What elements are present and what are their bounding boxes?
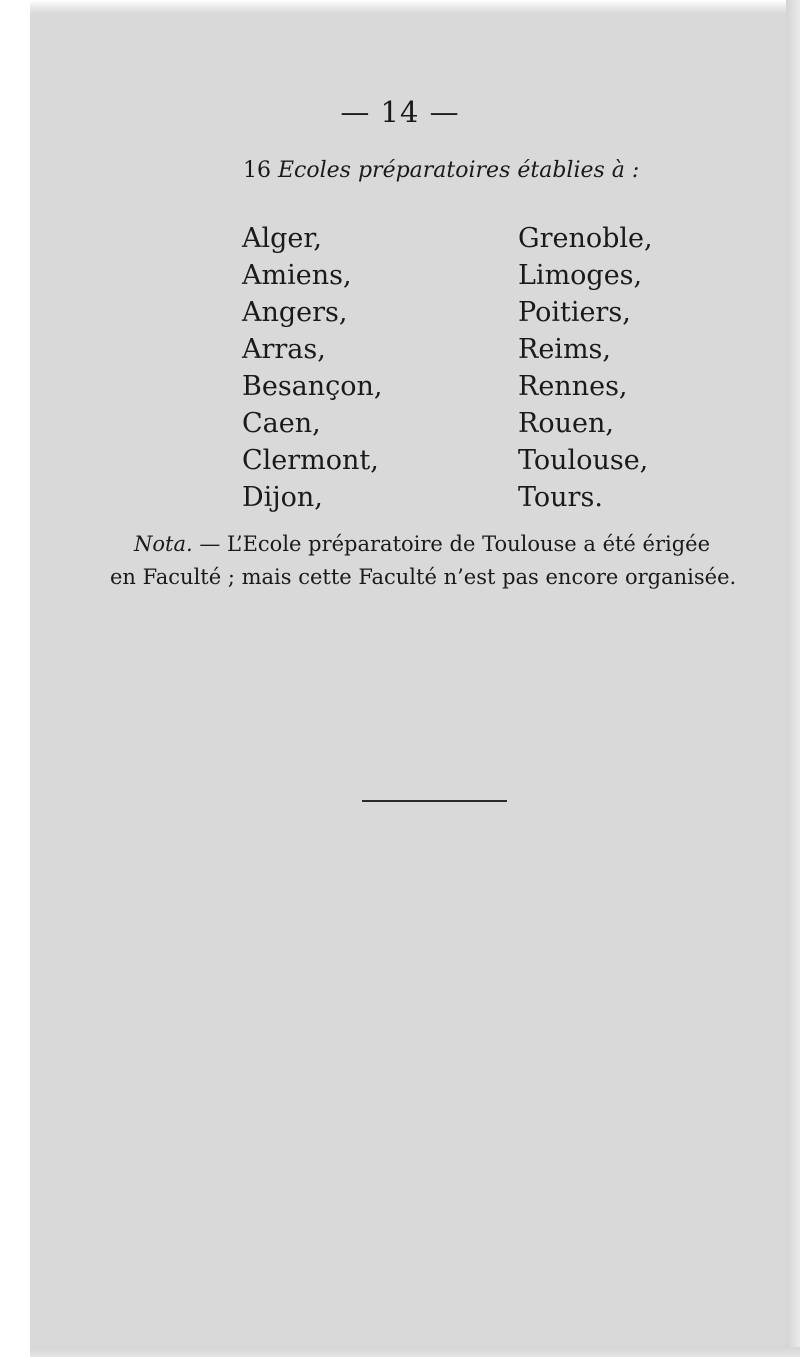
nota-line-1 [110,528,770,561]
city-item: Rennes, [518,371,628,402]
city-list-right [518,220,653,516]
city-item: Rouen, [518,408,614,439]
city-item: Limoges, [518,260,643,291]
nota-paragraph [110,528,770,594]
city-item: Tours. [518,482,603,513]
city-item: Reims, [518,334,611,365]
city-item: Angers, [242,297,348,328]
nota-label: Nota. [134,532,193,556]
nota-line-2: en Faculté ; mais cette Faculté n’est pas encore organisée. [110,565,737,589]
scan-margin-left [0,0,30,1357]
city-item: Arras, [242,334,326,365]
heading-text: Ecoles préparatoires établies à : [278,158,640,183]
city-item: Besançon, [242,371,383,402]
city-list-left [242,220,383,516]
page-number: — 14 — [340,95,460,129]
city-item: Amiens, [242,260,352,291]
city-item: Dijon, [242,482,323,513]
heading-count: 16 [243,158,271,183]
section-divider [362,800,507,802]
scan-margin-top [30,0,800,12]
city-item: Clermont, [242,445,379,476]
city-item: Poitiers, [518,297,631,328]
section-heading [243,158,639,183]
city-item: Alger, [242,223,322,254]
city-item: Caen, [242,408,321,439]
city-item: Toulouse, [518,445,649,476]
scan-margin-bottom [30,1347,800,1357]
scan-margin-right [786,0,800,1357]
city-item: Grenoble, [518,223,653,254]
nota-text-1: — L’Ecole préparatoire de Toulouse a été érigée [192,532,711,556]
